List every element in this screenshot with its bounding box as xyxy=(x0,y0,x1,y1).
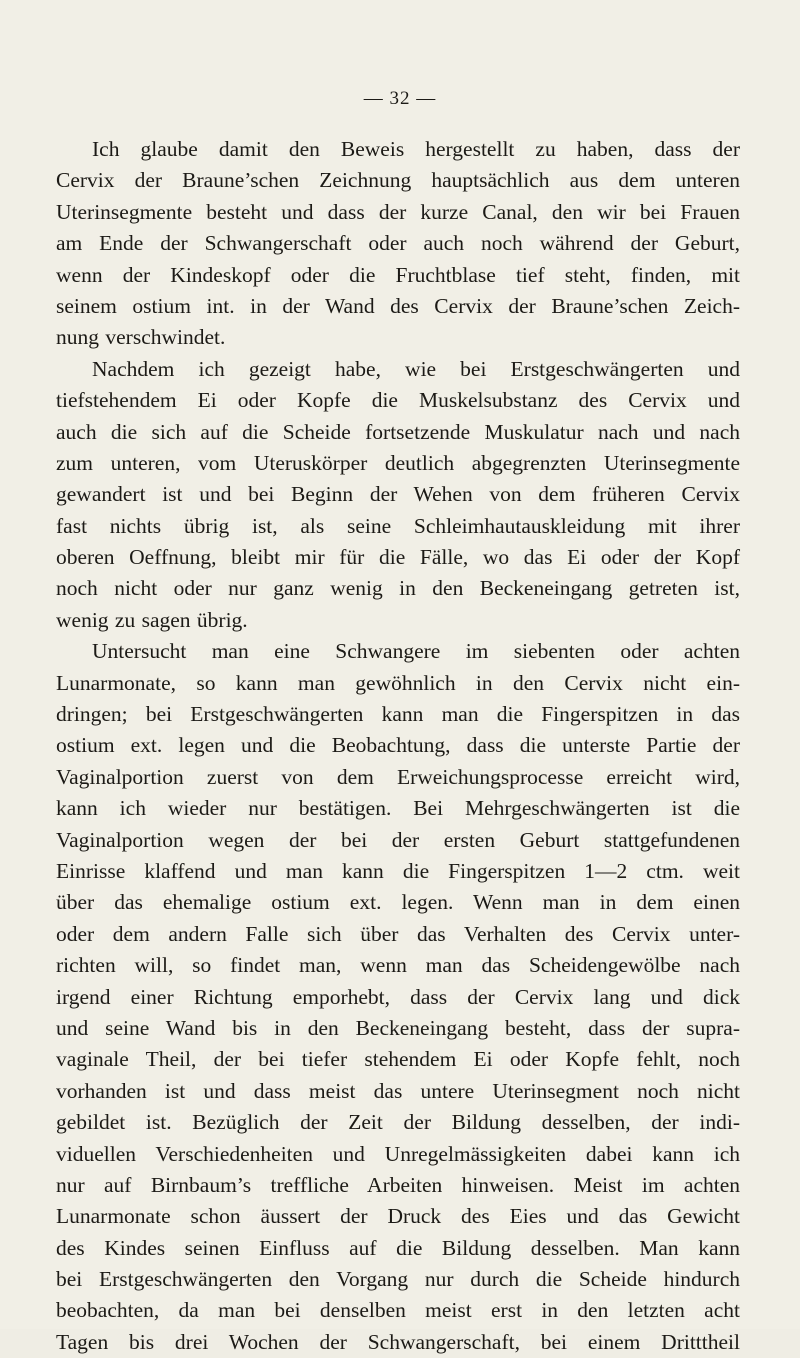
text-line: vorhanden ist und dass meist das untere Uterinsegment noch nicht xyxy=(56,1078,740,1103)
text-line: Lunarmonate schon äussert der Druck des Eies und das Gewicht xyxy=(56,1204,740,1229)
text-line: Tagen bis drei Wochen der Schwangerschaft, bei einem Dritttheil xyxy=(56,1329,740,1354)
text-line: Einrisse klaffend und man kann die Fingerspitzen 1—2 ctm. weit xyxy=(56,858,740,883)
text-line: ostium ext. legen und die Beobachtung, dass die unterste Partie der xyxy=(56,733,740,758)
text-line: wenig zu sagen übrig. xyxy=(56,607,248,632)
text-line: und seine Wand bis in den Beckeneingang besteht, dass der supra- xyxy=(56,1015,740,1040)
text-line: oder dem andern Falle sich über das Verhalten des Cervix unter- xyxy=(56,921,740,946)
text-line: über das ehemalige ostium ext. legen. Wenn man in dem einen xyxy=(56,890,740,915)
text-line: oberen Oeffnung, bleibt mir für die Fälle, wo das Ei oder der Kopf xyxy=(56,545,740,570)
text-line: Ich glaube damit den Beweis hergestellt zu haben, dass der xyxy=(92,137,740,161)
text-line: Nachdem ich gezeigt habe, wie bei Erstgeschwängerten und xyxy=(92,356,740,381)
text-line: irgend einer Richtung emporhebt, dass der Cervix lang und dick xyxy=(56,984,740,1009)
text-line: richten will, so findet man, wenn man das Scheidengewölbe nach xyxy=(56,953,740,978)
text-line: vaginale Theil, der bei tiefer stehendem Ei oder Kopfe fehlt, noch xyxy=(56,1047,740,1072)
text-line: Vaginalportion zuerst von dem Erweichungsprocesse erreicht wird, xyxy=(56,764,740,789)
text-line: nung verschwindet. xyxy=(56,325,226,350)
text-line: beobachten, da man bei denselben meist erst in den letzten acht xyxy=(56,1298,740,1323)
text-line: noch nicht oder nur ganz wenig in den Beckeneingang getreten ist, xyxy=(56,576,740,601)
text-line: viduellen Verschiedenheiten und Unregelmässigkeiten dabei kann ich xyxy=(56,1141,740,1166)
text-line: zum unteren, vom Uteruskörper deutlich abgegrenzten Uterinsegmente xyxy=(56,450,740,475)
text-line: gebildet ist. Bezüglich der Zeit der Bildung desselben, der indi- xyxy=(56,1110,740,1135)
text-line: seinem ostium int. in der Wand des Cervix der Braune’schen Zeich- xyxy=(56,293,740,318)
text-line: Uterinsegmente besteht und dass der kurze Canal, den wir bei Frauen xyxy=(56,199,740,224)
body-text xyxy=(56,134,740,1358)
text-line: Cervix der Braune’schen Zeichnung hauptsächlich aus dem unteren xyxy=(56,168,740,193)
text-line: Vaginalportion wegen der bei der ersten Geburt stattgefundenen xyxy=(56,827,740,852)
text-line: dringen; bei Erstgeschwängerten kann man die Fingerspitzen in das xyxy=(56,702,740,727)
text-line: bei Erstgeschwängerten den Vorgang nur durch die Scheide hindurch xyxy=(56,1267,740,1292)
text-line: fast nichts übrig ist, als seine Schleimhautauskleidung mit ihrer xyxy=(56,513,740,538)
text-line: Lunarmonate, so kann man gewöhnlich in den Cervix nicht ein- xyxy=(56,670,740,695)
page-number: — 32 — xyxy=(363,88,437,109)
text-line: wenn der Kindeskopf oder die Fruchtblase tief steht, finden, mit xyxy=(56,262,740,287)
text-line: kann ich wieder nur bestätigen. Bei Mehrgeschwängerten ist die xyxy=(56,796,740,821)
text-line: auch die sich auf die Scheide fortsetzende Muskulatur nach und nach xyxy=(56,419,740,444)
text-line: Untersucht man eine Schwangere im siebenten oder achten xyxy=(92,639,740,664)
text-line: nur auf Birnbaum’s treffliche Arbeiten hinweisen. Meist im achten xyxy=(56,1172,740,1197)
text-line: gewandert ist und bei Beginn der Wehen von dem früheren Cervix xyxy=(56,482,740,507)
text-line: am Ende der Schwangerschaft oder auch noch während der Geburt, xyxy=(56,231,740,256)
text-line: tiefstehendem Ei oder Kopfe die Muskelsubstanz des Cervix und xyxy=(56,388,740,413)
text-line: des Kindes seinen Einfluss auf die Bildung desselben. Man kann xyxy=(56,1235,740,1260)
